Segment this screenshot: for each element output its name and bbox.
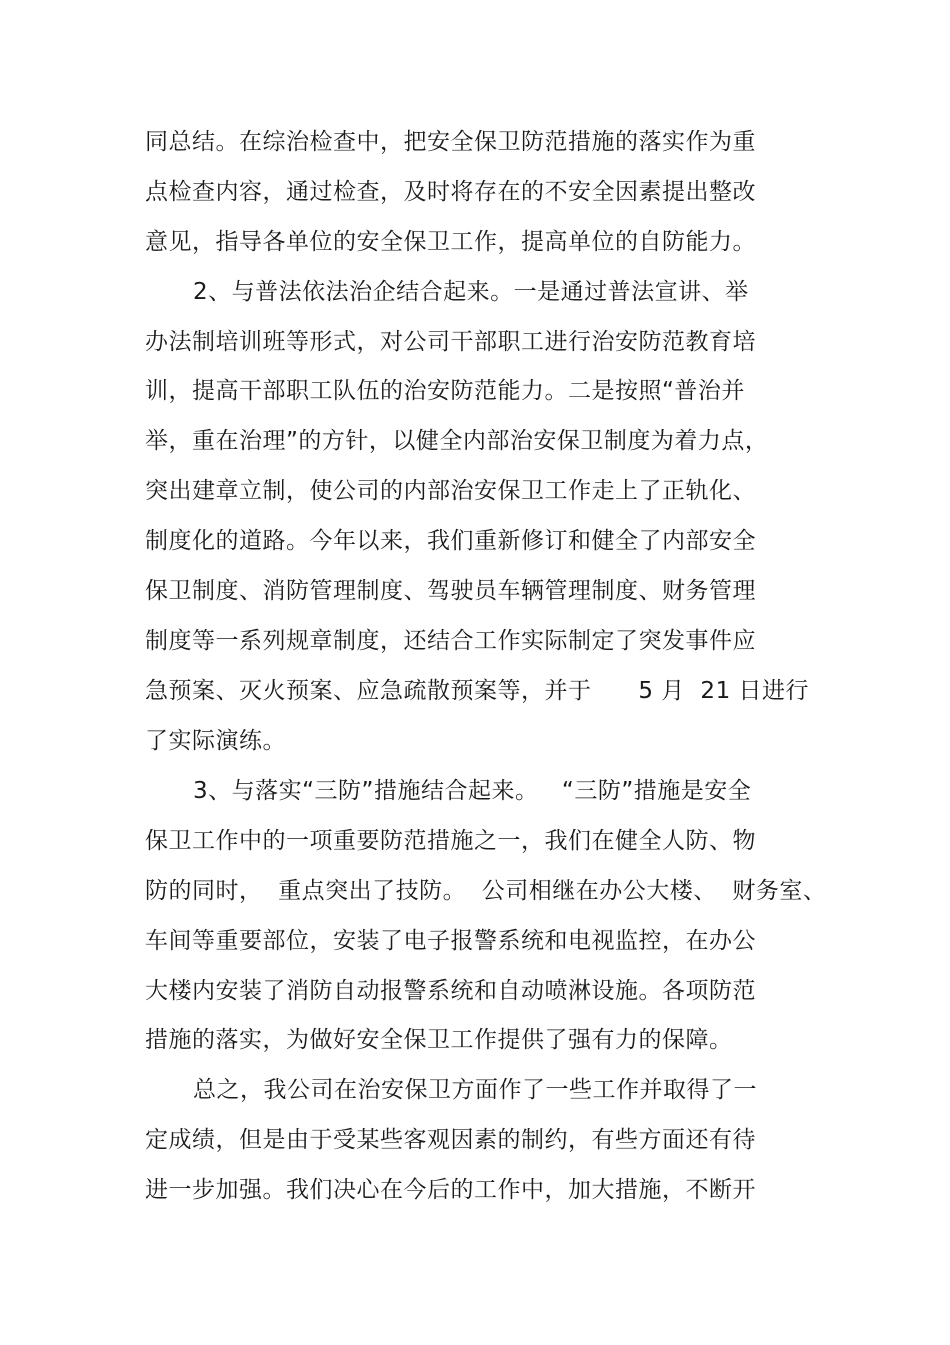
text-line: 训，提高干部职工队伍的治安防范能力。二是按照“普治并 bbox=[145, 378, 745, 404]
text-line: 2、与普法依法治企结合起来。一是通过普法宣讲、举 bbox=[193, 279, 749, 305]
text-line: 防的同时， 重点突出了技防。 公司相继在办公大楼、 财务室、 bbox=[145, 878, 827, 904]
text-line: 定成绩，但是由于受某些客观因素的制约，有些方面还有待 bbox=[145, 1127, 756, 1153]
text-line: 保卫工作中的一项重要防范措施之一，我们在健全人防、物 bbox=[145, 828, 756, 854]
text-line: 大楼内安装了消防自动报警系统和自动喷淋设施。各项防范 bbox=[145, 978, 756, 1004]
text-line: 制度等一系列规章制度，还结合工作实际制定了突发事件应 bbox=[145, 628, 756, 654]
text-line: 举，重在治理”的方针，以健全内部治安保卫制度为着力点， bbox=[145, 428, 769, 454]
text-line: 3、与落实“三防”措施结合起来。 “三防”措施是安全 bbox=[193, 778, 752, 804]
text-line: 总之，我公司在治安保卫方面作了一些工作并取得了一 bbox=[193, 1077, 757, 1103]
text-line: 同总结。在综治检查中，把安全保卫防范措施的落实作为重 bbox=[145, 129, 756, 155]
text-line: 车间等重要部位，安装了电子报警系统和电视监控，在办公 bbox=[145, 928, 756, 954]
text-line: 突出建章立制，使公司的内部治安保卫工作走上了正轨化、 bbox=[145, 478, 756, 504]
text-line: 办法制培训班等形式，对公司干部职工进行治安防范教育培 bbox=[145, 329, 756, 355]
text-line: 制度化的道路。今年以来，我们重新修订和健全了内部安全 bbox=[145, 528, 756, 554]
text-line: 保卫制度、消防管理制度、驾驶员车辆管理制度、财务管理 bbox=[145, 578, 756, 604]
text-line: 急预案、灭火预案、应急疏散预案等，并于 5 月 21 日进行 bbox=[145, 678, 810, 704]
text-line: 了实际演练。 bbox=[145, 728, 286, 754]
text-line: 进一步加强。我们决心在今后的工作中，加大措施，不断开 bbox=[145, 1177, 756, 1203]
text-line: 点检查内容，通过检查，及时将存在的不安全因素提出整改 bbox=[145, 179, 756, 205]
text-line: 意见，指导各单位的安全保卫工作，提高单位的自防能力。 bbox=[145, 229, 756, 255]
text-line: 措施的落实，为做好安全保卫工作提供了强有力的保障。 bbox=[145, 1027, 733, 1053]
